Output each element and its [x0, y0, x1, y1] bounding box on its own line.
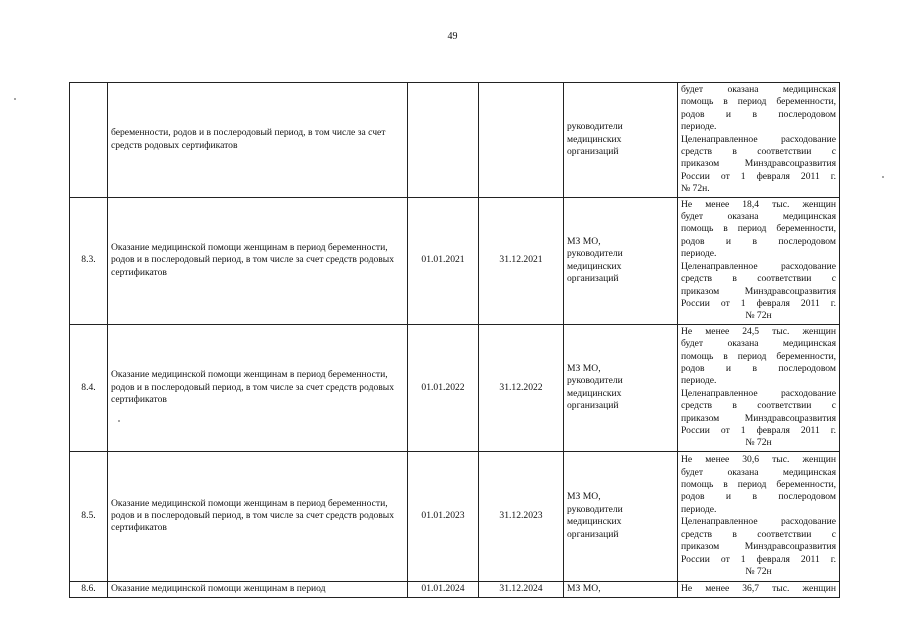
result-line: Целенаправленное расходование: [681, 387, 836, 399]
responsible-line: медицинских: [567, 260, 622, 272]
end-date: [479, 83, 564, 198]
result-line: № 72н.: [681, 183, 710, 195]
expected-result: [678, 197, 840, 324]
result-line: России от 1 февраля 2011 г.: [681, 297, 836, 309]
result-line: периоде.: [681, 121, 717, 133]
responsible-line: организаций: [567, 273, 619, 285]
measures-table: [69, 82, 840, 598]
responsible-line: организаций: [567, 400, 619, 412]
result-line: Не менее 36,7 тыс. женщин: [681, 583, 836, 595]
expected-result: [678, 324, 840, 451]
row-number: [70, 83, 108, 198]
result-line: будет оказана медицинская: [681, 84, 836, 95]
result-line: приказом Минздравсоцразвития: [681, 285, 836, 297]
responsible-line: руководители: [567, 121, 623, 133]
start-date: 01.01.2021: [408, 197, 479, 324]
result-line: помощь в период беременности,: [681, 96, 836, 108]
responsible-executors: [564, 451, 678, 581]
start-date: 01.01.2024: [408, 581, 479, 597]
responsible-executors: [564, 197, 678, 324]
end-date: 31.12.2024: [479, 581, 564, 597]
row-number: 8.3.: [70, 197, 108, 324]
end-date: 31.12.2021: [479, 197, 564, 324]
result-line: средств в соответствии с: [681, 400, 836, 412]
result-line: будет оказана медицинская: [681, 338, 836, 350]
scan-speck: [118, 420, 120, 422]
result-line: Целенаправленное расходование: [681, 516, 836, 528]
result-line: России от 1 февраля 2011 г.: [681, 424, 836, 436]
result-line: средств в соответствии с: [681, 273, 836, 285]
result-line: Не менее 18,4 тыс. женщин: [681, 198, 836, 210]
row-number: 8.4.: [70, 324, 108, 451]
measure-name: Оказание медицинской помощи женщинам в период беременности, родов и в послеродовый период, в том числе за счет средств родовых сертификатов: [108, 451, 408, 581]
result-line: Целенаправленное расходование: [681, 133, 836, 145]
table-row: [70, 83, 840, 198]
result-line: родов и в послеродовом: [681, 108, 836, 120]
measure-name: Оказание медицинской помощи женщинам в период беременности, родов и в послеродовый период, в том числе за счет средств родовых сертификатов: [108, 324, 408, 451]
scan-speck: [14, 98, 16, 100]
result-line: Целенаправленное расходование: [681, 260, 836, 272]
result-line: приказом Минздравсоцразвития: [681, 412, 836, 424]
responsible-line: руководители: [567, 375, 623, 387]
end-date: 31.12.2022: [479, 324, 564, 451]
result-line: средств в соответствии с: [681, 146, 836, 158]
responsible-line: МЗ МО,: [567, 491, 601, 503]
responsible-line: медицинских: [567, 516, 622, 528]
result-line: помощь в период беременности,: [681, 350, 836, 362]
start-date: [408, 83, 479, 198]
result-line: средств в соответствии с: [681, 528, 836, 540]
responsible-line: МЗ МО,: [567, 235, 601, 247]
responsible-line: руководители: [567, 503, 623, 515]
result-line: № 72н: [745, 310, 772, 322]
measure-name: беременности, родов и в послеродовый период, в том числе за счет средств родовых сертификатов: [108, 83, 408, 198]
result-line: России от 1 февраля 2011 г.: [681, 170, 836, 182]
end-date: 31.12.2023: [479, 451, 564, 581]
responsible-line: организаций: [567, 146, 619, 158]
responsible-line: медицинских: [567, 387, 622, 399]
row-number: 8.5.: [70, 451, 108, 581]
scan-speck: [882, 176, 884, 178]
result-line: № 72н: [745, 565, 772, 577]
result-line: родов и в послеродовом: [681, 491, 836, 503]
responsible-executors: [564, 83, 678, 198]
result-line: Не менее 30,6 тыс. женщин: [681, 454, 836, 466]
result-line: приказом Минздравсоцразвития: [681, 158, 836, 170]
result-line: Не менее 24,5 тыс. женщин: [681, 325, 836, 337]
result-line: России от 1 февраля 2011 г.: [681, 553, 836, 565]
result-line: периоде.: [681, 375, 717, 387]
start-date: 01.01.2022: [408, 324, 479, 451]
result-line: будет оказана медицинская: [681, 211, 836, 223]
responsible-executors: [564, 324, 678, 451]
expected-result: [678, 451, 840, 581]
result-line: помощь в период беременности,: [681, 479, 836, 491]
result-line: будет оказана медицинская: [681, 466, 836, 478]
result-line: периоде.: [681, 248, 717, 260]
responsible-line: организаций: [567, 528, 619, 540]
result-line: № 72н: [745, 437, 772, 449]
expected-result: [678, 581, 840, 597]
measure-name: Оказание медицинской помощи женщинам в период: [108, 581, 408, 597]
table-row: [70, 324, 840, 451]
responsible-line: МЗ МО,: [567, 583, 601, 595]
responsible-line: медицинских: [567, 133, 622, 145]
responsible-executors: [564, 581, 678, 597]
result-line: родов и в послеродовом: [681, 235, 836, 247]
result-line: периоде.: [681, 503, 717, 515]
measure-name: Оказание медицинской помощи женщинам в период беременности, родов и в послеродовый период, в том числе за счет средств родовых сертификатов: [108, 197, 408, 324]
table-row: [70, 451, 840, 581]
responsible-line: руководители: [567, 248, 623, 260]
table-row: [70, 581, 840, 597]
result-line: помощь в период беременности,: [681, 223, 836, 235]
result-line: родов и в послеродовом: [681, 362, 836, 374]
page-number: 49: [447, 31, 458, 42]
row-number: 8.6.: [70, 581, 108, 597]
start-date: 01.01.2023: [408, 451, 479, 581]
table-row: [70, 197, 840, 324]
expected-result: [678, 83, 840, 198]
result-line: приказом Минздравсоцразвития: [681, 541, 836, 553]
responsible-line: МЗ МО,: [567, 362, 601, 374]
